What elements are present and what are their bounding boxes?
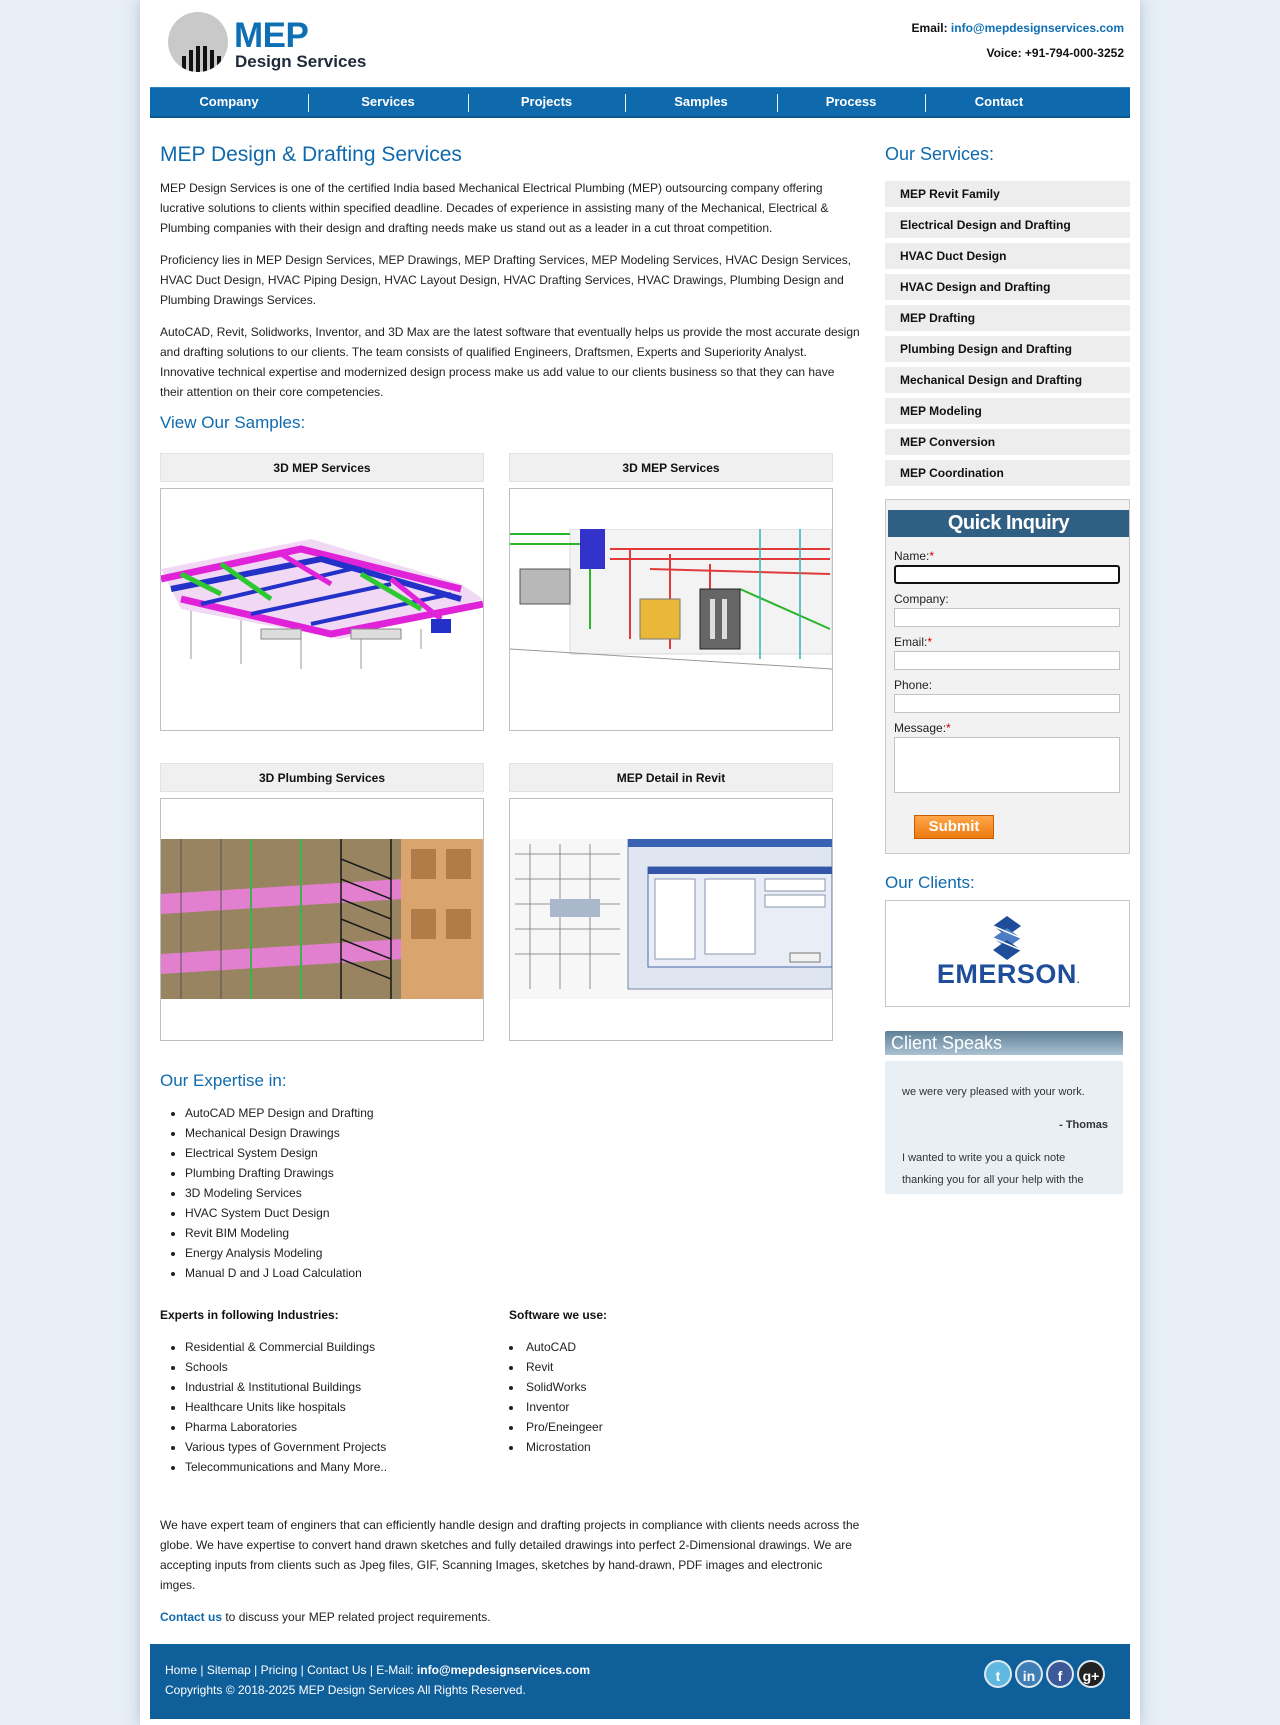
sidebar-item-plumbing[interactable]: Plumbing Design and Drafting bbox=[885, 336, 1130, 362]
required-mark: * bbox=[946, 721, 951, 735]
industries-block bbox=[160, 1305, 490, 1477]
sample-image-3d-plumbing[interactable] bbox=[160, 798, 484, 1041]
site-logo[interactable] bbox=[168, 12, 368, 76]
header-email-label: Email: bbox=[911, 21, 948, 35]
clients-heading: Our Clients: bbox=[885, 873, 975, 892]
software-heading: Software we use: bbox=[509, 1308, 608, 1322]
sidebar-item-mep-revit-family[interactable]: MEP Revit Family bbox=[885, 181, 1130, 207]
client-name bbox=[921, 959, 1096, 990]
email-label bbox=[886, 633, 1129, 651]
client-name-text: EMERSON bbox=[936, 959, 1077, 989]
name-label bbox=[886, 547, 1129, 565]
intro-paragraph-2: Proficiency lies in MEP Design Services, MEP Drawings, MEP Drafting Services, MEP Modeling Services, HVAC Design Services, HVAC Duct Design, HVAC Piping Design, HVAC Layout Design, HVAC Drafting Services, HVAC Drawings, Plumbing Design and Plumbing Drawings Services. bbox=[160, 253, 852, 307]
samples-heading: View Our Samples: bbox=[160, 413, 306, 432]
message-field[interactable] bbox=[894, 737, 1120, 793]
samples-grid bbox=[160, 453, 860, 1063]
sample-title: 3D MEP Services bbox=[160, 453, 484, 482]
footer-email-label: E-Mail: bbox=[376, 1663, 414, 1677]
sidebar-item-electrical[interactable]: Electrical Design and Drafting bbox=[885, 212, 1130, 238]
nav-contact[interactable]: Contact bbox=[925, 88, 1073, 116]
company-label: Company: bbox=[894, 592, 949, 606]
list-item: • Healthcare Units like hospitals bbox=[185, 1397, 490, 1417]
facebook-icon[interactable]: f bbox=[1046, 1660, 1074, 1688]
list-item: • Manual D and J Load Calculation bbox=[185, 1263, 860, 1283]
list-item: • Schools bbox=[185, 1357, 490, 1377]
sample-image-mep-revit-detail[interactable] bbox=[509, 798, 833, 1041]
footer-link-pricing[interactable]: Pricing bbox=[260, 1663, 298, 1677]
expertise-heading: Our Expertise in: bbox=[160, 1071, 287, 1090]
sample-image-3d-mep-plant[interactable] bbox=[509, 488, 833, 731]
sidebar-item-mep-modeling[interactable]: MEP Modeling bbox=[885, 398, 1130, 424]
software-block bbox=[509, 1305, 809, 1457]
nav-samples[interactable]: Samples bbox=[625, 88, 777, 116]
list-item: • Revit BIM Modeling bbox=[185, 1223, 860, 1243]
list-item: • Inventor bbox=[509, 1397, 809, 1417]
main-nav bbox=[150, 87, 1130, 118]
header-email-link[interactable]: info@mepdesignservices.com bbox=[950, 21, 1124, 35]
list-item: • 3D Modeling Services bbox=[185, 1183, 860, 1203]
testimonial-author: - Thomas bbox=[1059, 1119, 1108, 1131]
page-title: MEP Design & Drafting Services bbox=[160, 143, 462, 166]
header-contact bbox=[912, 16, 1124, 66]
header-voice: Voice: +91-794-000-3252 bbox=[986, 46, 1124, 60]
industries-heading: Experts in following Industries: bbox=[160, 1308, 339, 1322]
list-item: • HVAC System Duct Design bbox=[185, 1203, 860, 1223]
list-item: • Energy Analysis Modeling bbox=[185, 1243, 860, 1263]
expertise-list bbox=[160, 1103, 860, 1283]
industries-software-section bbox=[160, 1305, 860, 1497]
logo-subtitle: Design Services bbox=[235, 52, 367, 71]
contact-us-link[interactable]: Contact us bbox=[160, 1610, 223, 1624]
page-container bbox=[140, 0, 1140, 1725]
nav-process[interactable]: Process bbox=[777, 88, 925, 116]
sidebar-item-mep-drafting[interactable]: MEP Drafting bbox=[885, 305, 1130, 331]
footer bbox=[150, 1644, 1130, 1719]
sample-card[interactable] bbox=[509, 453, 833, 731]
list-item: • Mechanical Design Drawings bbox=[185, 1123, 860, 1143]
footer-link-sitemap[interactable]: Sitemap bbox=[206, 1663, 251, 1677]
services-heading: Our Services: bbox=[885, 144, 995, 164]
footer-email-link[interactable]: info@mepdesignservices.com bbox=[416, 1663, 591, 1677]
submit-button[interactable]: Submit bbox=[914, 815, 994, 839]
software-list bbox=[509, 1337, 809, 1457]
sample-title: MEP Detail in Revit bbox=[509, 763, 833, 792]
testimonial-text: I wanted to write you a quick note thanking you for all your help with the bbox=[902, 1152, 1084, 1186]
client-trademark: . bbox=[1076, 975, 1081, 986]
emerson-logo-icon bbox=[989, 916, 1025, 964]
sample-card[interactable] bbox=[160, 453, 484, 731]
contact-cta-text: to discuss your MEP related project requirements. bbox=[222, 1610, 491, 1624]
email-field[interactable] bbox=[894, 651, 1120, 670]
sample-title: 3D MEP Services bbox=[509, 453, 833, 482]
list-item: • Residential & Commercial Buildings bbox=[185, 1337, 490, 1357]
nav-company[interactable]: Company bbox=[199, 94, 259, 109]
phone-field[interactable] bbox=[894, 694, 1120, 713]
footer-links: Home | Sitemap | Pricing | Contact Us | E-Mail: info@mepdesignservices.com Copyrights © 2018-2025 MEP Design Services All Rights Reserved. bbox=[165, 1660, 590, 1700]
list-item: • Industrial & Institutional Buildings bbox=[185, 1377, 490, 1397]
logo-circle-icon bbox=[168, 12, 228, 72]
footer-copyright: Copyrights © 2018-2025 MEP Design Services All Rights Reserved. bbox=[165, 1683, 526, 1697]
sample-image-3d-mep-ductwork[interactable] bbox=[160, 488, 484, 731]
list-item: • AutoCAD bbox=[509, 1337, 809, 1357]
required-mark: * bbox=[929, 549, 935, 563]
google-plus-icon[interactable]: g+ bbox=[1077, 1660, 1105, 1688]
quick-inquiry-form bbox=[885, 499, 1130, 854]
inquiry-title: Quick Inquiry bbox=[888, 510, 1129, 537]
sidebar-item-mep-conversion[interactable]: MEP Conversion bbox=[885, 429, 1130, 455]
contact-cta bbox=[160, 1607, 860, 1627]
email-label-text: Email: bbox=[894, 635, 928, 649]
name-label-text: Name: bbox=[894, 549, 930, 563]
name-field[interactable] bbox=[894, 565, 1120, 584]
list-item: • SolidWorks bbox=[509, 1377, 809, 1397]
list-item: • Pro/Eneingeer bbox=[509, 1417, 809, 1437]
testimonial-text: we were very pleased with your work. bbox=[902, 1086, 1085, 1098]
message-label bbox=[886, 719, 1129, 737]
footer-link-contact[interactable]: Contact Us bbox=[307, 1663, 367, 1677]
testimonials-scroller bbox=[885, 1061, 1123, 1194]
client-logo-box bbox=[885, 900, 1130, 1007]
client-speaks bbox=[885, 1031, 1130, 1194]
closing-paragraph: We have expert team of enginers that can efficiently handle design and drafting projects in compliance with clients needs across the globe. We have expertise to convert hand drawn sketches and fully detailed drawings into perfect 2-Dimensional drawings. We are accepting inputs from clients such as Jpeg files, GIF, Scanning Images, sketches by hand-drawn, PDF images and electronic imges. bbox=[160, 1518, 860, 1592]
logo-title: MEP bbox=[234, 16, 309, 55]
industries-list bbox=[160, 1337, 490, 1477]
sidebar-item-hvac-design[interactable]: HVAC Design and Drafting bbox=[885, 274, 1130, 300]
list-item: • Microstation bbox=[509, 1437, 809, 1457]
client-speaks-heading: Client Speaks bbox=[885, 1031, 1123, 1055]
list-item: • Various types of Government Projects bbox=[185, 1437, 490, 1457]
intro-paragraph-1: MEP Design Services is one of the certified India based Mechanical Electrical Plumbing (MEP) outsourcing company offering lucrative solutions to clients within specified deadline. Decades of experience in assisting many of the Mechanical, Electrical & Plumbing companies with their design and drafting needs make us stand out as a leader in a cut throat competition. bbox=[160, 181, 829, 235]
list-item: • AutoCAD MEP Design and Drafting bbox=[185, 1103, 860, 1123]
sidebar-item-mep-coordination[interactable]: MEP Coordination bbox=[885, 460, 1130, 486]
sample-title: 3D Plumbing Services bbox=[160, 763, 484, 792]
nav-services[interactable]: Services bbox=[308, 88, 468, 116]
phone-label: Phone: bbox=[894, 678, 933, 692]
nav-projects[interactable]: Projects bbox=[468, 88, 625, 116]
social-icons bbox=[984, 1660, 1105, 1688]
twitter-icon[interactable]: t bbox=[984, 1660, 1012, 1688]
required-mark: * bbox=[927, 635, 933, 649]
header-email bbox=[912, 16, 1124, 41]
list-item: • Pharma Laboratories bbox=[185, 1417, 490, 1437]
list-item: • Plumbing Drafting Drawings bbox=[185, 1163, 860, 1183]
sample-card[interactable] bbox=[509, 763, 833, 1041]
message-label-text: Message: bbox=[894, 721, 947, 735]
company-field[interactable] bbox=[894, 608, 1120, 627]
sidebar-item-mechanical[interactable]: Mechanical Design and Drafting bbox=[885, 367, 1130, 393]
linkedin-icon[interactable]: in bbox=[1015, 1660, 1043, 1688]
list-item: • Telecommunications and Many More.. bbox=[185, 1457, 490, 1477]
footer-link-home[interactable]: Home bbox=[165, 1663, 198, 1677]
list-item: • Electrical System Design bbox=[185, 1143, 860, 1163]
sidebar bbox=[885, 140, 1130, 1194]
intro-paragraph-3: AutoCAD, Revit, Solidworks, Inventor, and 3D Max are the latest software that eventually helps us provide the most accurate design and drafting solutions to our clients. The team consists of qualified Engineers, Draftsmen, Experts and Superiority Analyst. Innovative technical expertise and modernized design process make us add value to our clients business so that they can have their attention on their core competencies. bbox=[160, 325, 860, 399]
list-item: • Revit bbox=[509, 1357, 809, 1377]
sample-card[interactable] bbox=[160, 763, 484, 1041]
main-content bbox=[160, 140, 860, 1627]
sidebar-item-hvac-duct[interactable]: HVAC Duct Design bbox=[885, 243, 1130, 269]
